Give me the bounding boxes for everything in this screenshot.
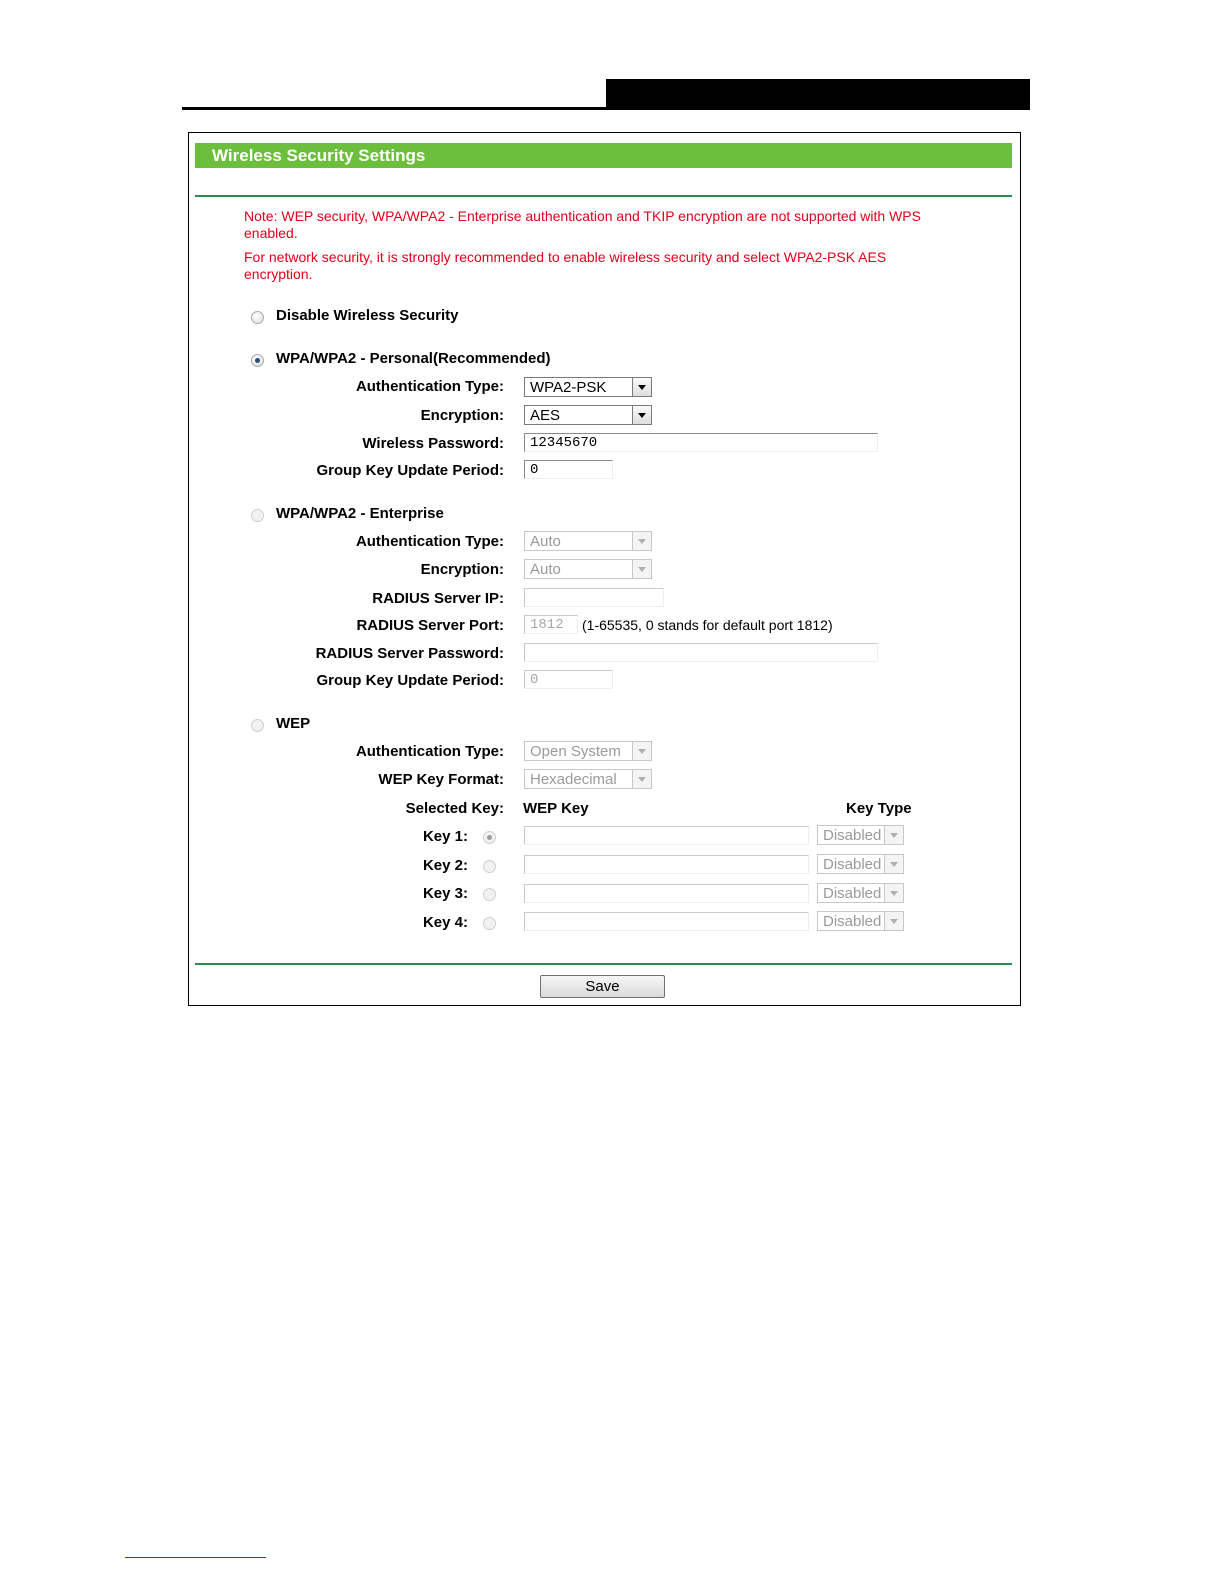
note-wps: Note: WEP security, WPA/WPA2 - Enterprise authentication and TKIP encryption are not supported with WPS enabled. bbox=[244, 208, 921, 241]
personal-group-key-input[interactable] bbox=[524, 460, 613, 479]
key-2-type-select[interactable] bbox=[817, 854, 904, 874]
enterprise-encryption-value: Auto bbox=[530, 561, 561, 578]
wpa-personal-radio[interactable] bbox=[251, 354, 264, 367]
key-3-type-select[interactable] bbox=[817, 883, 904, 903]
radius-port-value: 1812 bbox=[530, 617, 564, 633]
document-header-bar bbox=[606, 79, 1030, 110]
key-3-label: Key 3: bbox=[422, 885, 468, 902]
key-4-label: Key 4: bbox=[422, 914, 468, 931]
note-recommend: For network security, it is strongly recommended to enable wireless security and select WPA2-PSK AES encryption. bbox=[244, 249, 887, 282]
footnote-rule bbox=[125, 1557, 266, 1558]
disable-security-label: Disable Wireless Security bbox=[276, 307, 459, 324]
chevron-down-icon bbox=[884, 826, 903, 844]
chevron-down-icon bbox=[884, 884, 903, 902]
chevron-down-icon bbox=[632, 742, 651, 760]
wpa-enterprise-label: WPA/WPA2 - Enterprise bbox=[276, 505, 444, 522]
enterprise-group-key-input[interactable] bbox=[524, 670, 613, 689]
chevron-down-icon bbox=[632, 378, 651, 396]
bottom-divider bbox=[195, 963, 1012, 965]
radius-ip-input[interactable] bbox=[524, 588, 664, 607]
chevron-down-icon bbox=[632, 406, 651, 424]
radius-port-hint: (1-65535, 0 stands for default port 1812) bbox=[582, 617, 833, 633]
radius-password-label: RADIUS Server Password: bbox=[315, 645, 504, 662]
key-1-input[interactable] bbox=[524, 826, 809, 845]
wpa-enterprise-radio[interactable] bbox=[251, 509, 264, 522]
document-header-rule bbox=[182, 107, 1030, 110]
enterprise-encryption-label: Encryption: bbox=[420, 561, 504, 578]
selected-key-label: Selected Key: bbox=[405, 800, 504, 817]
enterprise-group-key-label: Group Key Update Period: bbox=[316, 672, 504, 689]
wep-key-header: WEP Key bbox=[523, 800, 589, 817]
chevron-down-icon bbox=[884, 855, 903, 873]
chevron-down-icon bbox=[632, 560, 651, 578]
enterprise-encryption-select[interactable] bbox=[524, 559, 652, 579]
panel-title-bar bbox=[195, 143, 1012, 168]
key-2-type-value: Disabled bbox=[823, 856, 882, 873]
disable-security-radio[interactable] bbox=[251, 311, 264, 324]
personal-password-input[interactable] bbox=[524, 433, 878, 452]
key-2-label: Key 2: bbox=[422, 857, 468, 874]
key-4-input[interactable] bbox=[524, 912, 809, 931]
panel-title: Wireless Security Settings bbox=[212, 146, 426, 165]
wep-auth-type-value: Open System bbox=[530, 743, 621, 760]
wep-key-format-value: Hexadecimal bbox=[530, 771, 617, 788]
radius-port-input[interactable] bbox=[524, 615, 578, 634]
personal-encryption-label: Encryption: bbox=[420, 407, 504, 424]
enterprise-auth-type-label: Authentication Type: bbox=[355, 533, 504, 550]
key-2-radio[interactable] bbox=[483, 860, 496, 873]
personal-encryption-select[interactable] bbox=[524, 405, 652, 425]
chevron-down-icon bbox=[632, 770, 651, 788]
radius-password-input[interactable] bbox=[524, 643, 878, 662]
save-button[interactable]: Save bbox=[540, 975, 665, 998]
wpa-personal-label: WPA/WPA2 - Personal(Recommended) bbox=[276, 350, 551, 367]
personal-auth-type-label: Authentication Type: bbox=[355, 378, 504, 395]
enterprise-group-key-value: 0 bbox=[530, 672, 539, 688]
enterprise-auth-type-value: Auto bbox=[530, 533, 561, 550]
key-1-label: Key 1: bbox=[422, 828, 468, 845]
personal-password-value: 12345670 bbox=[530, 435, 598, 451]
key-2-input[interactable] bbox=[524, 855, 809, 874]
radius-ip-label: RADIUS Server IP: bbox=[372, 590, 504, 607]
wep-key-format-label: WEP Key Format: bbox=[378, 771, 504, 788]
wep-radio[interactable] bbox=[251, 719, 264, 732]
key-3-radio[interactable] bbox=[483, 888, 496, 901]
wep-label: WEP bbox=[276, 715, 311, 732]
wep-key-format-select[interactable] bbox=[524, 769, 652, 789]
chevron-down-icon bbox=[884, 912, 903, 930]
key-type-header: Key Type bbox=[846, 800, 912, 817]
key-1-radio[interactable] bbox=[483, 831, 496, 844]
personal-group-key-label: Group Key Update Period: bbox=[316, 462, 504, 479]
key-1-type-value: Disabled bbox=[823, 827, 882, 844]
wep-auth-type-select[interactable] bbox=[524, 741, 652, 761]
wep-auth-type-label: Authentication Type: bbox=[355, 743, 504, 760]
key-4-type-select[interactable] bbox=[817, 911, 904, 931]
chevron-down-icon bbox=[632, 532, 651, 550]
enterprise-auth-type-select[interactable] bbox=[524, 531, 652, 551]
wireless-security-panel bbox=[188, 132, 1021, 1006]
key-1-type-select[interactable] bbox=[817, 825, 904, 845]
key-4-radio[interactable] bbox=[483, 917, 496, 930]
key-4-type-value: Disabled bbox=[823, 913, 882, 930]
key-3-input[interactable] bbox=[524, 884, 809, 903]
key-3-type-value: Disabled bbox=[823, 885, 882, 902]
top-divider bbox=[195, 195, 1012, 197]
personal-auth-type-select[interactable] bbox=[524, 377, 652, 397]
personal-auth-type-value: WPA2-PSK bbox=[530, 379, 607, 396]
personal-group-key-value: 0 bbox=[530, 462, 539, 478]
personal-encryption-value: AES bbox=[530, 407, 561, 424]
radius-port-label: RADIUS Server Port: bbox=[356, 617, 504, 634]
personal-password-label: Wireless Password: bbox=[362, 435, 504, 452]
